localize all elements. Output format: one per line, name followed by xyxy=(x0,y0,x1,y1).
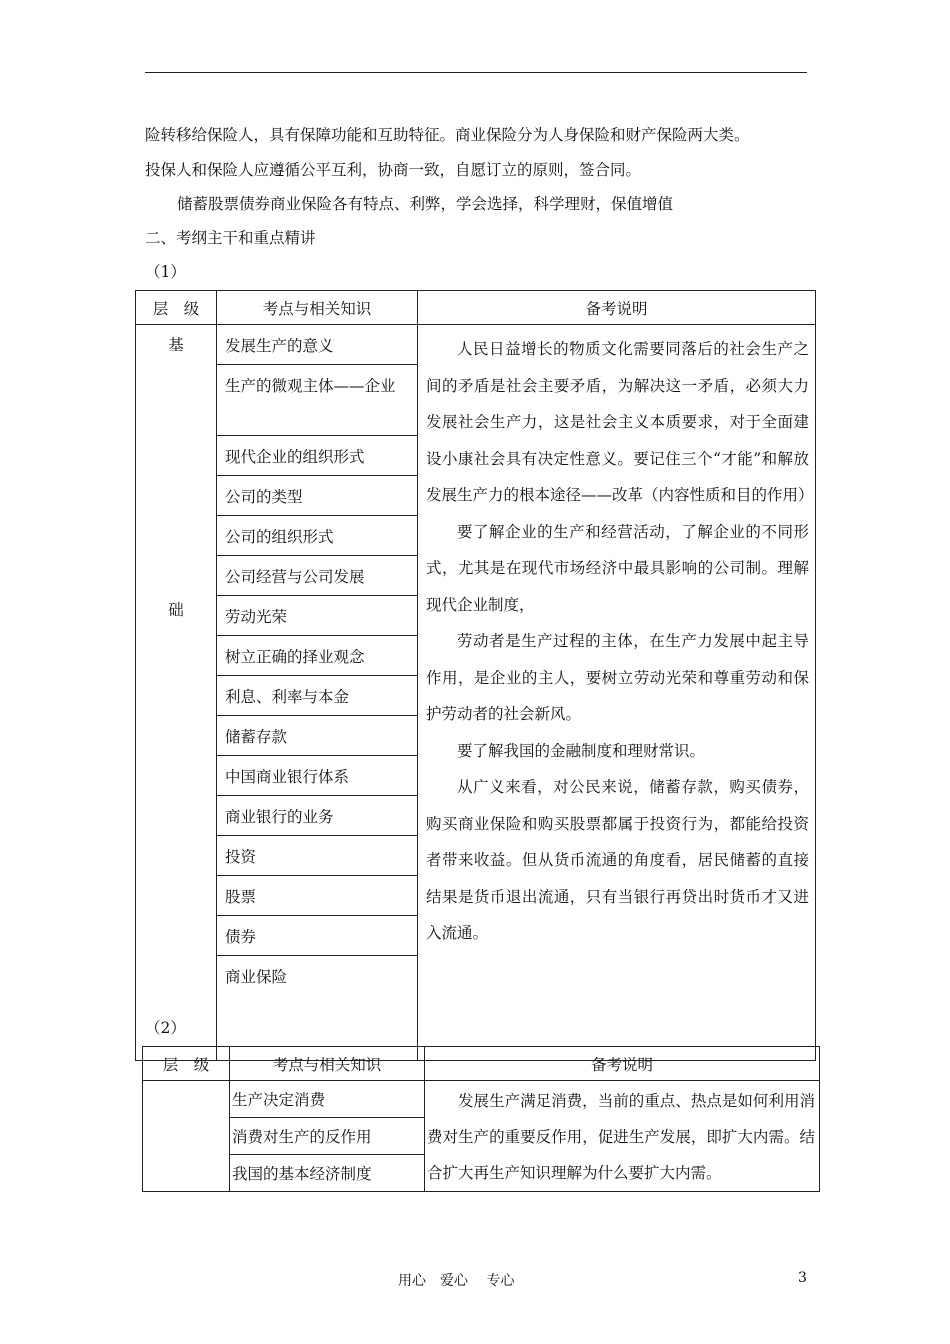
level-char-2: 础 xyxy=(168,601,184,619)
table2-label: （2） xyxy=(145,1019,186,1037)
notes-paragraph: 劳动者是生产过程的主体，在生产力发展中起主导作用，是企业的主人，要树立劳动光荣和尊重劳动和保护劳动者的社会新风。 xyxy=(426,632,809,723)
intro-line-1: 险转移给保险人，具有保障功能和互助特征。商业保险分为人身保险和财产保险两大类。 xyxy=(145,126,750,144)
table-row: 公司的类型 xyxy=(217,476,418,516)
notes-paragraph: 人民日益增长的物质文化需要同落后的社会生产之间的矛盾是社会主要矛盾，为解决这一矛盾，必须大力发展社会生产力，这是社会主义本质要求，对于全面建设小康社会具有决定性意义。要记住三个“才能”和解放发展生产力的根本途径——改革（内容性质和目的作用） xyxy=(426,340,814,504)
table-row: 利息、利率与本金 xyxy=(217,676,418,716)
notes-paragraph: 要了解我国的金融制度和理财常识。 xyxy=(457,741,706,760)
notes-cell xyxy=(418,325,816,1061)
header-notes: 备考说明 xyxy=(418,291,816,325)
table-row: 现代企业的组织形式 xyxy=(217,436,418,476)
table-row: 商业保险 xyxy=(217,956,418,1061)
table-row: 投资 xyxy=(217,836,418,876)
table-row: 消费对生产的反作用 xyxy=(230,1118,425,1155)
table-row: 储蓄存款 xyxy=(217,716,418,756)
table-row: 生产决定消费 xyxy=(230,1081,425,1118)
table-row: 我国的基本经济制度 xyxy=(230,1155,425,1192)
table-row: 生产的微观主体——企业 xyxy=(217,365,418,436)
header-notes: 备考说明 xyxy=(425,1047,820,1081)
level-cell xyxy=(143,1081,230,1192)
table-row: 公司的组织形式 xyxy=(217,516,418,556)
notes-paragraph: 发展生产满足消费，当前的重点、热点是如何利用消费对生产的重要反作用，促进生产发展，即扩大内需。结合扩大再生产知识理解为什么要扩大内需。 xyxy=(427,1092,815,1182)
table-row: 树立正确的择业观念 xyxy=(217,636,418,676)
header-rule xyxy=(145,72,807,73)
intro-line-2: 投保人和保险人应遵循公平互利，协商一致，自愿订立的原则，签合同。 xyxy=(145,161,642,179)
table-row: 中国商业银行体系 xyxy=(217,756,418,796)
table-row: 股票 xyxy=(217,876,418,916)
notes-cell xyxy=(425,1081,820,1192)
table-row: 公司经营与公司发展 xyxy=(217,556,418,596)
level-cell xyxy=(136,325,217,1061)
header-level: 层 级 xyxy=(143,1047,230,1081)
level-char-1: 基 xyxy=(168,336,184,354)
table-row: 发展生产的意义 xyxy=(217,325,418,365)
table-row: 商业银行的业务 xyxy=(217,796,418,836)
table1-label: （1） xyxy=(145,263,186,281)
table-1 xyxy=(135,290,816,1061)
section-title: 二、考纲主干和重点精讲 xyxy=(145,229,316,247)
table2-header-row xyxy=(143,1047,820,1081)
intro-line-3: 储蓄股票债券商业保险各有特点、利弊，学会选择，科学理财，保值增值 xyxy=(177,195,674,213)
table-row: 劳动光荣 xyxy=(217,596,418,636)
notes-paragraph: 从广义来看，对公民来说，储蓄存款，购买债券，购买商业保险和购买股票都属于投资行为，都能给投资者带来收益。但从货币流通的角度看，居民储蓄的直接结果是货币退出流通，只有当银行再贷出时货币才又进入流通。 xyxy=(426,778,809,942)
header-level: 层 级 xyxy=(136,291,217,325)
header-knowledge: 考点与相关知识 xyxy=(230,1047,425,1081)
table-row: 债券 xyxy=(217,916,418,956)
footer-motto: 用心 爱心 专心 xyxy=(398,1273,515,1289)
table1-header-row xyxy=(136,291,816,325)
notes-paragraph: 要了解企业的生产和经营活动，了解企业的不同形式，尤其是在现代市场经济中最具影响的公司制。理解现代企业制度， xyxy=(426,522,809,614)
header-knowledge: 考点与相关知识 xyxy=(217,291,418,325)
page-number: 3 xyxy=(798,1270,807,1286)
table-2 xyxy=(142,1046,820,1192)
